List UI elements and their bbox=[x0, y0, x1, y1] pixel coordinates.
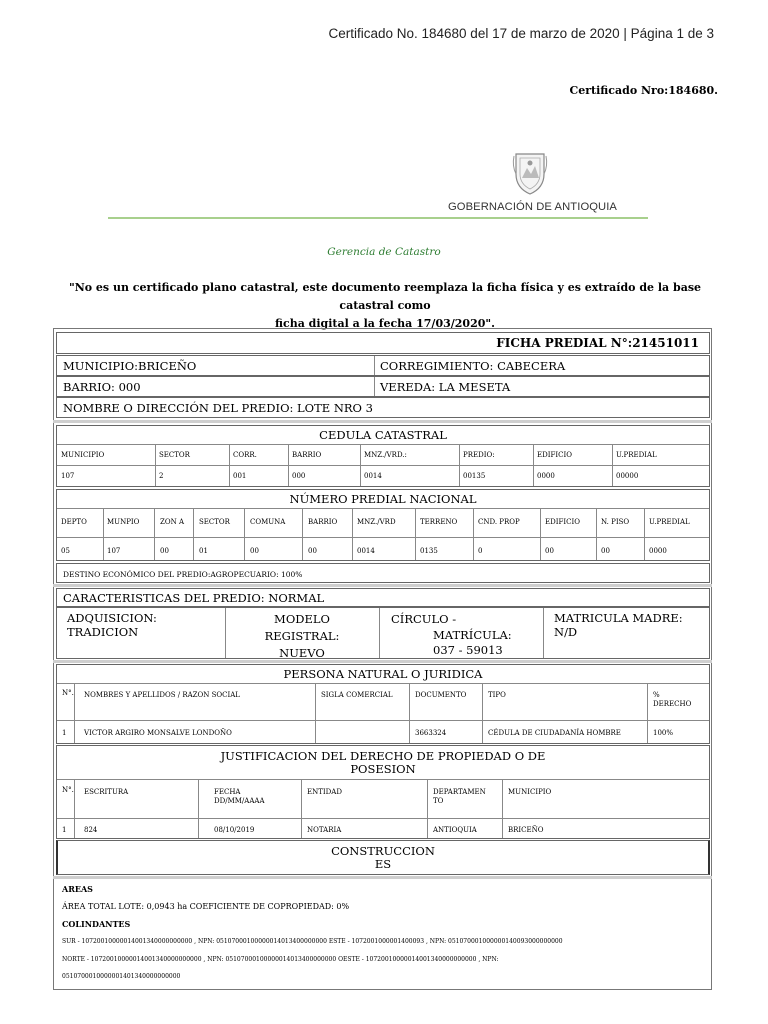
ficha-predial-row bbox=[56, 332, 710, 354]
destino-economico-field: DESTINO ECONÓMICO DEL PREDIO:AGROPECUARIO: 100% bbox=[63, 570, 303, 579]
circulo-matricula-field bbox=[391, 611, 541, 658]
npn-value-npiso: 00 bbox=[601, 547, 610, 555]
disclaimer-line-2: ficha digital a la fecha 17/03/2020". bbox=[275, 317, 495, 330]
gerencia-title: Gerencia de Catastro bbox=[327, 246, 441, 258]
cedula-header-mnz: MNZ./VRD.: bbox=[364, 451, 407, 459]
matricula-label: MATRÍCULA: bbox=[433, 628, 512, 642]
persona-header-sigla: SIGLA COMERCIAL bbox=[321, 691, 393, 699]
colindantes-title: COLINDANTES bbox=[62, 919, 131, 929]
area-total-field: ÁREA TOTAL LOTE: 0,0943 ha COEFICIENTE DE COPROPIEDAD: 0% bbox=[62, 902, 350, 911]
justificacion-header-fecha-label: FECHA bbox=[214, 788, 241, 796]
disclaimer-line-1: "No es un certificado plano catastral, este documento reemplaza la ficha física y es extraído de la base catastral como bbox=[68, 281, 702, 312]
persona-header-derecho-label: DERECHO bbox=[653, 700, 692, 708]
npn-header-cndprop: CND. PROP bbox=[478, 518, 520, 526]
justificacion-header-entidad: ENTIDAD bbox=[307, 788, 342, 796]
justificacion-header-municipio: MUNICIPIO bbox=[508, 788, 552, 796]
npn-header-zona: ZON A bbox=[160, 518, 185, 526]
justificacion-header-depto bbox=[433, 788, 486, 806]
npn-header-munpio: MUNPIO bbox=[107, 518, 140, 526]
numero-predial-nacional-table bbox=[56, 489, 710, 561]
persona-title: PERSONA NATURAL O JURIDICA bbox=[283, 667, 483, 681]
adquisicion-value: TRADICION bbox=[67, 625, 139, 639]
disclaimer-notice bbox=[62, 279, 708, 333]
matricula-value: 037 - 59013 bbox=[433, 643, 503, 657]
npn-value-terreno: 0135 bbox=[420, 547, 438, 555]
construcciones-title bbox=[58, 845, 708, 871]
nombre-predio-row bbox=[56, 397, 710, 418]
nombre-predio-field: NOMBRE O DIRECCIÓN DEL PREDIO: LOTE NRO 3 bbox=[63, 401, 373, 415]
npn-header-depto: DEPTO bbox=[61, 518, 87, 526]
justificacion-row-depto: ANTIOQUIA bbox=[433, 826, 477, 834]
npn-header-barrio: BARRIO bbox=[308, 518, 338, 526]
cedula-header-predio: PREDIO: bbox=[463, 451, 495, 459]
cedula-header-edificio: EDIFICIO bbox=[537, 451, 572, 459]
persona-header-derecho-percent: % bbox=[653, 691, 660, 699]
cedula-value-edificio: 0000 bbox=[537, 472, 555, 480]
barrio-row bbox=[56, 376, 710, 397]
cedula-value-upredial: 00000 bbox=[616, 472, 639, 480]
npn-header-mnz: MNZ./VRD bbox=[357, 518, 396, 526]
modelo-registral-value: NUEVO bbox=[279, 646, 325, 660]
ficha-predial-number: FICHA PREDIAL N°:21451011 bbox=[496, 336, 699, 350]
npn-title: NÚMERO PREDIAL NACIONAL bbox=[289, 492, 477, 506]
npn-header-npiso: N. PISO bbox=[601, 518, 630, 526]
justificacion-table bbox=[56, 745, 710, 839]
colindantes-line-3: 0510700010000001401340000000000 bbox=[62, 973, 181, 980]
construcciones-row bbox=[56, 840, 710, 875]
cedula-value-sector: 2 bbox=[159, 472, 164, 480]
destino-economico-row bbox=[56, 563, 710, 583]
cedula-value-mnz: 0014 bbox=[364, 472, 382, 480]
justificacion-header-fecha-format: DD/MM/AAAA bbox=[214, 797, 265, 805]
justificacion-row-escritura: 824 bbox=[84, 826, 98, 834]
npn-value-comuna: 00 bbox=[250, 547, 259, 555]
barrio-field: BARRIO: 000 bbox=[63, 380, 141, 394]
persona-header-tipo: TIPO bbox=[488, 691, 506, 699]
adquisicion-label: ADQUISICION: bbox=[67, 611, 157, 625]
npn-header-sector: SECTOR bbox=[199, 518, 230, 526]
corregimiento-field: CORREGIMIENTO: CABECERA bbox=[380, 359, 566, 373]
areas-title: AREAS bbox=[62, 884, 93, 894]
justificacion-header-escritura: ESCRITURA bbox=[84, 788, 129, 796]
cedula-header-sector: SECTOR bbox=[159, 451, 190, 459]
construcciones-title-line-1: CONSTRUCCION bbox=[331, 844, 435, 858]
caracteristicas-field: CARACTERISTICAS DEL PREDIO: NORMAL bbox=[63, 591, 325, 605]
areas-section bbox=[56, 880, 710, 988]
npn-header-edificio: EDIFICIO bbox=[545, 518, 580, 526]
cedula-catastral-title: CEDULA CATASTRAL bbox=[319, 428, 447, 442]
circulo-label: CÍRCULO - bbox=[391, 612, 457, 626]
cedula-value-corr: 001 bbox=[233, 472, 247, 480]
cedula-catastral-table bbox=[56, 425, 710, 487]
persona-row-documento: 3663324 bbox=[415, 729, 447, 737]
page-header-certificate-line: Certificado No. 184680 del 17 de marzo de 2020 | Página 1 de 3 bbox=[328, 26, 714, 41]
matricula-madre-value: N/D bbox=[554, 625, 578, 639]
cedula-header-municipio: MUNICIPIO bbox=[61, 451, 105, 459]
npn-header-comuna: COMUNA bbox=[250, 518, 286, 526]
justificacion-title-line-1: JUSTIFICACION DEL DERECHO DE PROPIEDAD O DE bbox=[220, 749, 546, 763]
justificacion-row-no: 1 bbox=[62, 826, 67, 834]
persona-table bbox=[56, 664, 710, 744]
justificacion-row-entidad: NOTARIA bbox=[307, 826, 342, 834]
justificacion-title bbox=[57, 750, 709, 776]
adquisicion-field bbox=[67, 611, 157, 639]
justificacion-header-depto-line-2: TO bbox=[433, 797, 444, 805]
npn-value-mnz: 0014 bbox=[357, 547, 375, 555]
modelo-registral-field bbox=[237, 611, 367, 662]
npn-value-barrio: 00 bbox=[308, 547, 317, 555]
justificacion-row-fecha: 08/10/2019 bbox=[214, 826, 255, 834]
header-divider bbox=[108, 217, 648, 219]
certificate-number: Certificado Nro:184680. bbox=[569, 84, 718, 97]
colindantes-line-1: SUR - 10720010000014001340000000000 , NPN: 05107000100000014013400000000 ESTE - 1072001000001400093 , NPN: 051070001000000140093000000000 bbox=[62, 938, 563, 945]
coat-of-arms-icon bbox=[510, 148, 550, 196]
npn-value-sector: 01 bbox=[199, 547, 208, 555]
justificacion-header-fecha bbox=[214, 788, 265, 806]
persona-row-no: 1 bbox=[62, 729, 67, 737]
municipio-row bbox=[56, 355, 710, 376]
persona-row-tipo: CÉDULA DE CIUDADANÍA HOMBRE bbox=[488, 729, 621, 737]
matricula-madre-label: MATRICULA MADRE: bbox=[554, 611, 683, 625]
npn-value-cndprop: 0 bbox=[478, 547, 483, 555]
justificacion-row-municipio: BRICEÑO bbox=[508, 826, 544, 834]
cedula-header-barrio: BARRIO bbox=[292, 451, 322, 459]
cedula-value-municipio: 107 bbox=[61, 472, 75, 480]
persona-header-nombres: NOMBRES Y APELLIDOS / RAZON SOCIAL bbox=[84, 691, 240, 699]
npn-value-depto: 05 bbox=[61, 547, 70, 555]
colindantes-line-2: NORTE - 10720010000014001340000000000 , NPN: 05107000100000014013400000000 OESTE - 10720010000014001340000000000 , NPN: bbox=[62, 956, 499, 963]
persona-header-documento: DOCUMENTO bbox=[415, 691, 467, 699]
justificacion-header-depto-line-1: DEPARTAMEN bbox=[433, 788, 486, 796]
justificacion-header-no: N°. bbox=[62, 786, 74, 794]
persona-header-no: N°. bbox=[62, 689, 74, 697]
vereda-field: VEREDA: LA MESETA bbox=[380, 380, 511, 394]
npn-value-munpio: 107 bbox=[107, 547, 121, 555]
caracteristicas-row bbox=[56, 588, 710, 607]
matricula-madre-field bbox=[554, 611, 683, 639]
npn-header-upredial: U.PREDIAL bbox=[649, 518, 690, 526]
municipio-field: MUNICIPIO:BRICEÑO bbox=[63, 359, 197, 373]
gobernacion-name: GOBERNACIÓN DE ANTIOQUIA bbox=[448, 201, 617, 213]
registro-row bbox=[56, 607, 710, 659]
justificacion-title-line-2: POSESION bbox=[350, 762, 416, 776]
cedula-value-predio: 00135 bbox=[463, 472, 486, 480]
npn-value-upredial: 0000 bbox=[649, 547, 667, 555]
cedula-header-upredial: U.PREDIAL bbox=[616, 451, 657, 459]
npn-header-terreno: TERRENO bbox=[420, 518, 458, 526]
construcciones-title-line-2: ES bbox=[374, 857, 392, 871]
persona-row-derecho: 100% bbox=[653, 729, 674, 737]
npn-value-zona: 00 bbox=[160, 547, 169, 555]
gobernacion-logo bbox=[440, 144, 648, 220]
cedula-value-barrio: 000 bbox=[292, 472, 306, 480]
persona-row-nombre: VICTOR ARGIRO MONSALVE LONDOÑO bbox=[84, 729, 232, 737]
cedula-header-corr: CORR. bbox=[233, 451, 257, 459]
modelo-registral-label: MODELO REGISTRAL: bbox=[264, 612, 340, 643]
npn-value-edificio: 00 bbox=[545, 547, 554, 555]
persona-header-derecho bbox=[653, 691, 691, 709]
